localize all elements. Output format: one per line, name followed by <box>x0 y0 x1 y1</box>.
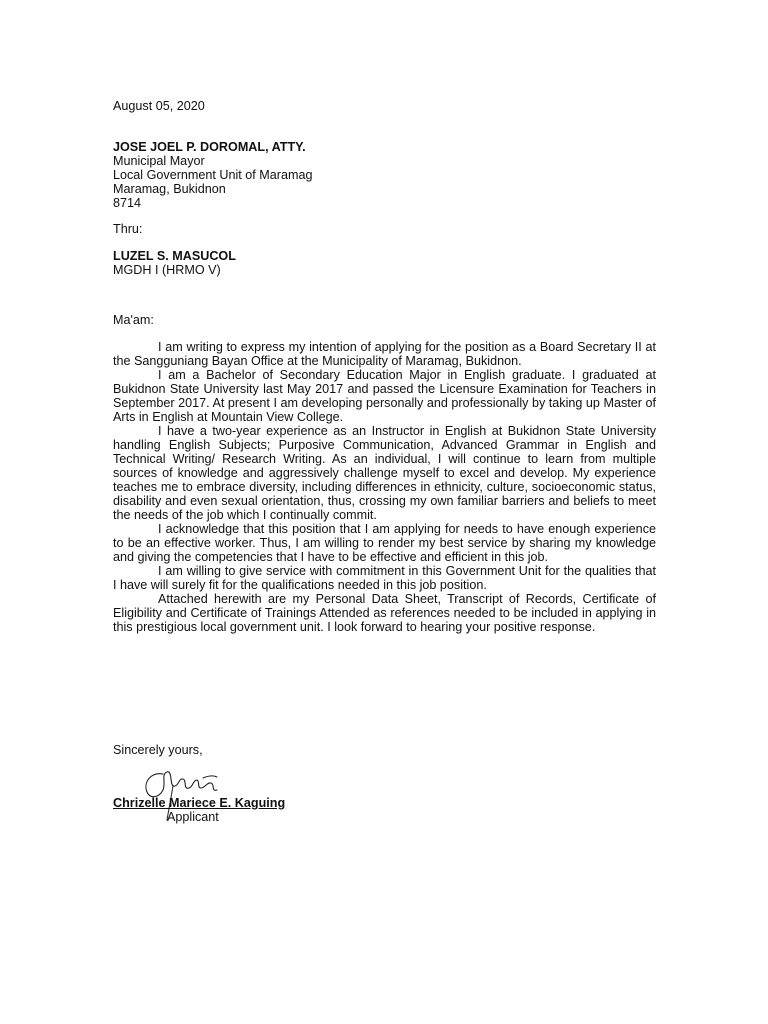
recipient-zip: 8714 <box>113 196 142 210</box>
salutation-block <box>113 313 656 327</box>
body-paragraph: I acknowledge that this position that I am applying for needs to have enough experience to be an effective worker. Thus, I am willing to render my best service by sharing my knowledge and giving the competencies that I have to be effective and efficient in this job. <box>113 522 656 564</box>
letter-body <box>113 340 656 634</box>
signature-block <box>113 766 373 826</box>
body-paragraph: I have a two-year experience as an Instructor in English at Bukidnon State University handling English Subjects; Purposive Communication, Advanced Grammar in English and Technical Writing/ Research Writing. As an individual, I will continue to learn from multiple sources of knowledge and aggressively challenge myself to excel and develop. My experience teaches me to embrace diversity, including differences in ethnicity, culture, socioeconomic status, disability and even sexual orientation, thus, crossing my own familiar barriers and beliefs to meet the needs of the job which I continually commit. <box>113 424 656 522</box>
body-paragraph: I am willing to give service with commitment in this Government Unit for the qualities that I have will surely fit for the qualifications needed in this job position. <box>113 564 656 592</box>
recipient-office: Local Government Unit of Maramag <box>113 168 313 182</box>
thru-title: MGDH I (HRMO V) <box>113 263 221 277</box>
letter-date <box>113 99 656 113</box>
body-paragraph: Attached herewith are my Personal Data Sheet, Transcript of Records, Certificate of Eligibility and Certificate of Trainings Attended as references needed to be included in applying in this prestigious local government unit. I look forward to hearing your positive response. <box>113 592 656 634</box>
thru-label-block <box>113 222 656 236</box>
salutation: Ma'am: <box>113 313 154 327</box>
closing: Sincerely yours, <box>113 743 203 757</box>
recipient-address: Maramag, Bukidnon <box>113 182 226 196</box>
body-paragraph: I am a Bachelor of Secondary Education Major in English graduate. I graduated at Bukidnon State University last May 2017 and passed the Licensure Examination for Teachers in September 2017. At present I am developing personally and professionally by taking up Master of Arts in English at Mountain View College. <box>113 368 656 424</box>
thru-block <box>113 249 656 277</box>
signatory-title: Applicant <box>167 810 219 824</box>
recipient-block <box>113 140 656 210</box>
recipient-title: Municipal Mayor <box>113 154 205 168</box>
signatory-name: Chrizelle Mariece E. Kaguing <box>113 796 286 810</box>
closing-block <box>113 743 656 757</box>
body-paragraph: I am writing to express my intention of applying for the position as a Board Secretary II at the Sangguniang Bayan Office at the Municipality of Maramag, Bukidnon. <box>113 340 656 368</box>
recipient-name: JOSE JOEL P. DOROMAL, ATTY. <box>113 140 306 154</box>
date-text: August 05, 2020 <box>113 99 205 113</box>
thru-label: Thru: <box>113 222 143 236</box>
thru-name: LUZEL S. MASUCOL <box>113 249 236 263</box>
